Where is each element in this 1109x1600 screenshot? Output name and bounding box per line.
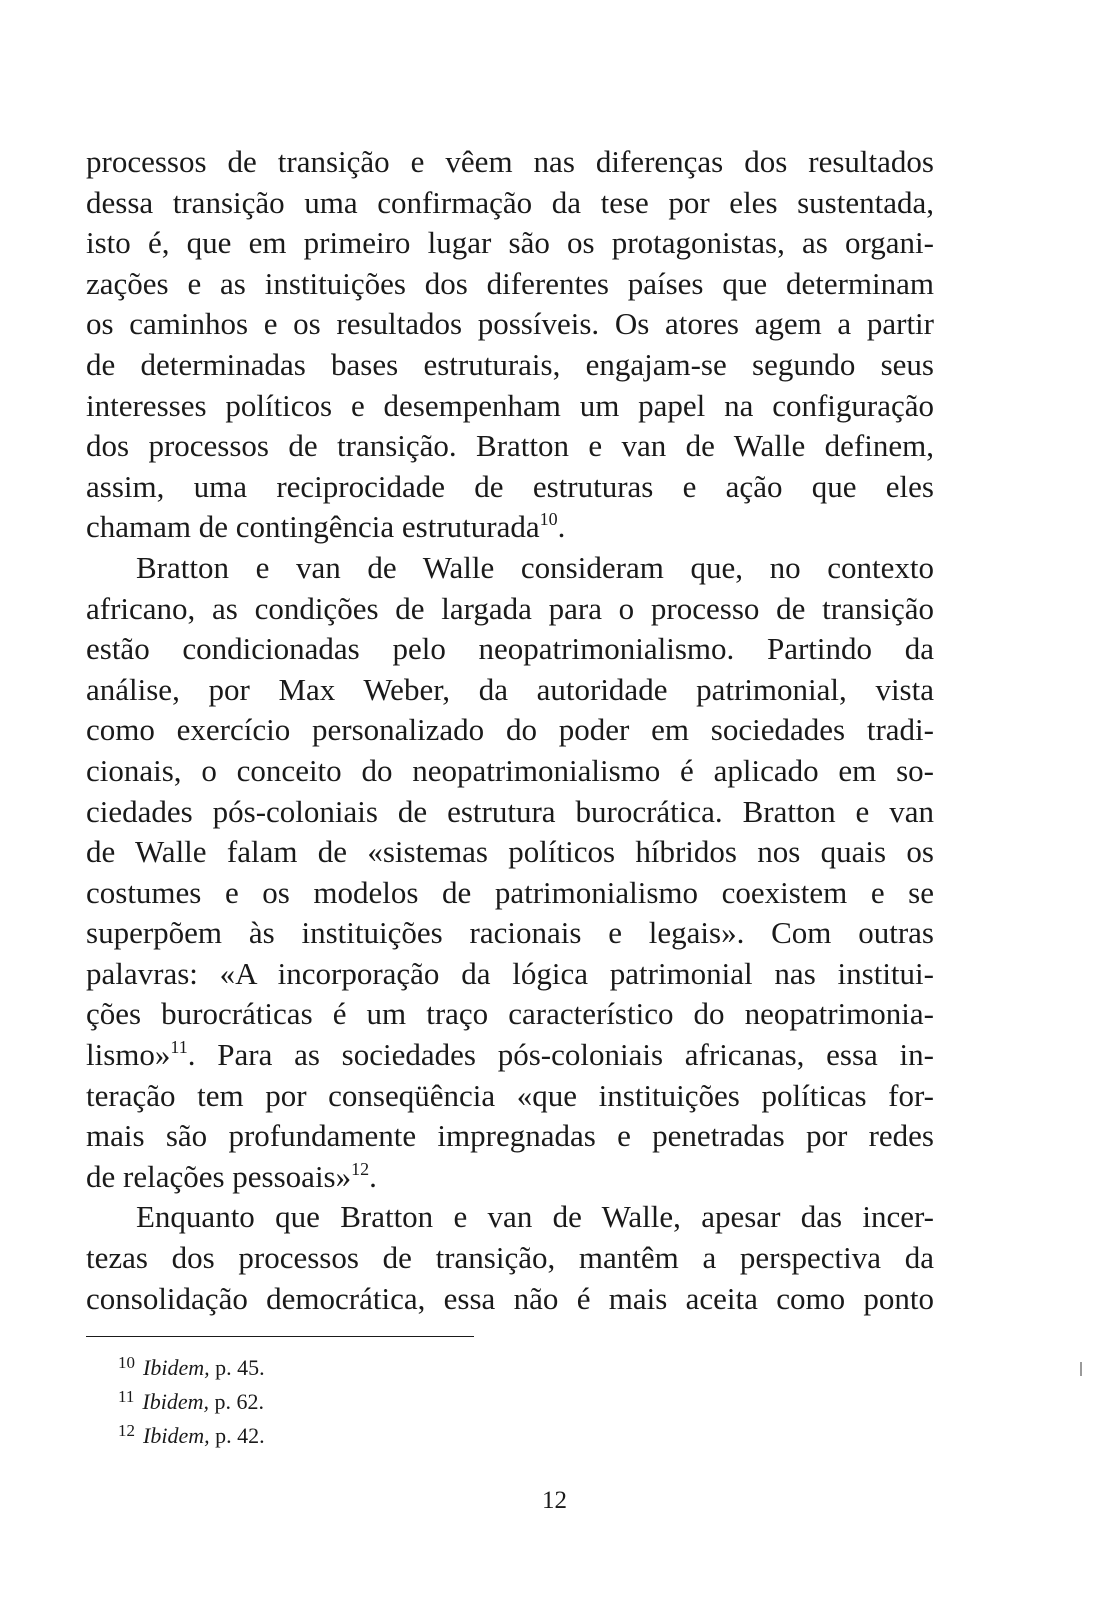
footnote-page: p. 42. — [215, 1423, 265, 1448]
text-line: costumes e os modelos de patrimonialismo coexistem e se — [86, 874, 934, 910]
line-period: . — [557, 509, 566, 545]
line-text: . Para as sociedades pós-coloniais africanas, essa in- — [187, 1037, 934, 1073]
text-line: teração tem por conseqüência «que instituições políticas for- — [86, 1077, 934, 1113]
footnote-marker: 12 — [351, 1158, 370, 1179]
line-text: de relações pessoais» — [86, 1158, 352, 1194]
text-line: processos de transição e vêem nas diferenças dos resultados — [86, 144, 934, 179]
footnote — [118, 1346, 618, 1380]
text-line: dos processos de transição. Bratton e van de Walle definem, — [86, 428, 934, 464]
text-line: assim, uma reciprocidade de estruturas e ação que eles — [86, 468, 934, 504]
text-line: Enquanto que Bratton e van de Walle, apesar das incer- — [136, 1199, 934, 1235]
text-line: de determinadas bases estruturais, engajam-se segundo seus — [86, 346, 934, 382]
body-text — [86, 142, 934, 1319]
footnote-divider — [86, 1336, 474, 1337]
text-line: os caminhos e os resultados possíveis. Os atores agem a partir — [86, 306, 934, 342]
line-text: lismo» — [86, 1037, 171, 1073]
footnote-page: p. 62. — [214, 1389, 264, 1414]
text-line: superpõem às instituições racionais e legais». Com outras — [86, 915, 934, 951]
text-line: consolidação democrática, essa não é mais aceita como ponto — [86, 1280, 934, 1316]
footnote-page: p. 45. — [215, 1355, 265, 1380]
text-line: cionais, o conceito do neopatrimonialismo é aplicado em so- — [86, 752, 934, 788]
text-line: como exercício personalizado do poder em sociedades tradi- — [86, 712, 934, 748]
text-line — [86, 1157, 934, 1198]
footnote-marker: 11 — [170, 1037, 188, 1058]
footnote-number: 11 — [118, 1387, 135, 1406]
footnote-reference: Ibidem, — [143, 1355, 210, 1380]
footnote-reference: Ibidem, — [143, 1423, 210, 1448]
footnote-number: 12 — [118, 1421, 135, 1440]
line-text: chamam de contingência estruturada — [86, 509, 540, 545]
text-line: africano, as condições de largada para o processo de transição — [86, 590, 934, 626]
line-period: . — [369, 1158, 377, 1194]
footnote-reference: Ibidem, — [142, 1389, 209, 1414]
text-line: dessa transição uma confirmação da tese por eles sustentada, — [86, 184, 934, 220]
text-line: mais são profundamente impregnadas e penetradas por redes — [86, 1118, 934, 1154]
page-number: 12 — [542, 1487, 567, 1514]
text-line — [86, 507, 934, 548]
footnote-marker: 10 — [539, 509, 558, 530]
text-line: ciedades pós-coloniais de estrutura burocrática. Bratton e van — [86, 793, 934, 829]
scan-mark — [1080, 1362, 1082, 1376]
footnote — [118, 1380, 618, 1414]
text-line: Bratton e van de Walle consideram que, no contexto — [136, 549, 934, 585]
footnotes — [118, 1346, 618, 1448]
text-line: zações e as instituições dos diferentes países que determinam — [86, 265, 934, 301]
text-line: isto é, que em primeiro lugar são os protagonistas, as organi- — [86, 225, 934, 261]
text-line: estão condicionadas pelo neopatrimonialismo. Partindo da — [86, 631, 934, 667]
footnote-number: 10 — [118, 1353, 135, 1372]
text-line: ções burocráticas é um traço característico do neopatrimonia- — [86, 996, 934, 1032]
footnote — [118, 1414, 618, 1448]
text-line: tezas dos processos de transição, mantêm a perspectiva da — [86, 1240, 934, 1276]
text-line: análise, por Max Weber, da autoridade patrimonial, vista — [86, 671, 934, 707]
text-line — [86, 1035, 934, 1076]
text-line: interesses políticos e desempenham um papel na configuração — [86, 387, 934, 423]
text-line: palavras: «A incorporação da lógica patrimonial nas institui- — [86, 955, 934, 991]
text-line: de Walle falam de «sistemas políticos híbridos nos quais os — [86, 834, 934, 870]
